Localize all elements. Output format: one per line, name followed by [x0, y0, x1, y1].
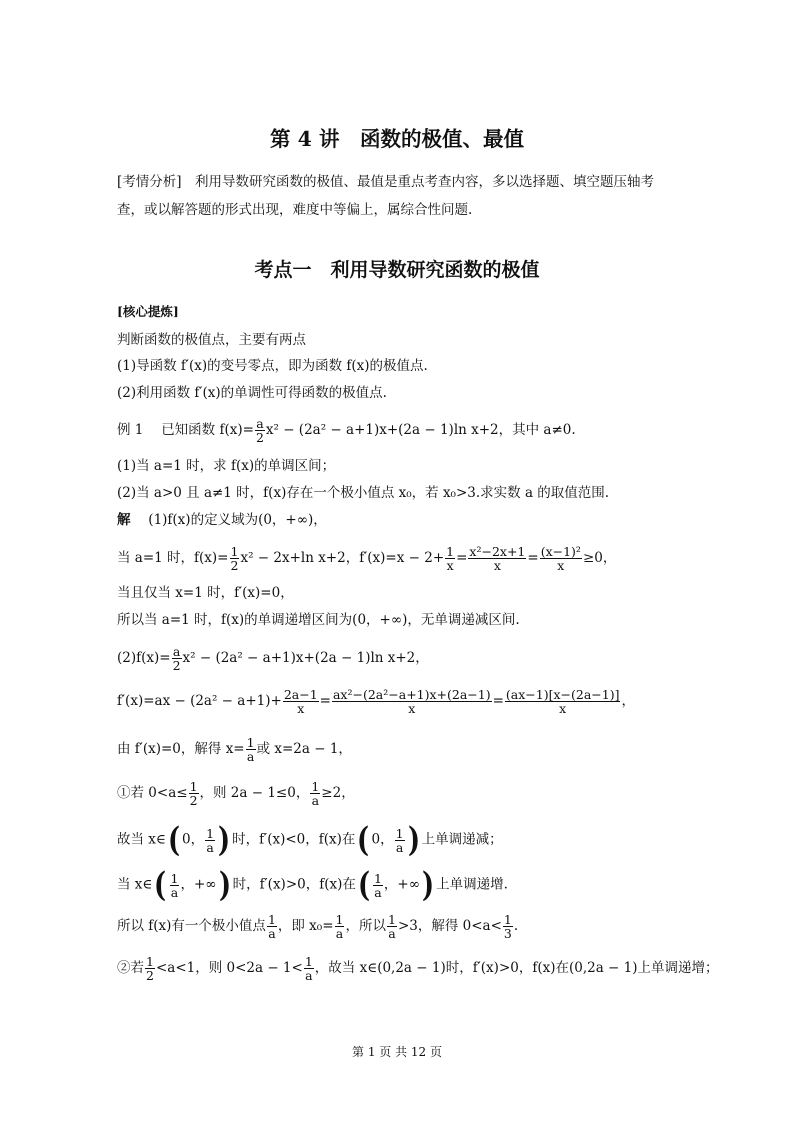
fraction: $\frac{a}{2}$ [172, 644, 181, 673]
solution-line-10: 当 x∈( $\frac{1}{a}$ ，+∞) 时，f′(x)>0，f(x)在( $\frac{1}{a}$ ，+∞) 上单调递增. [117, 865, 508, 905]
solution-line-9: 故当 x∈( 0， $\frac{1}{a}$ ) 时，f′(x)<0，f(x)在( 0， $\frac{1}{a}$ ) 上单调递减； [117, 820, 503, 860]
fraction: $\frac{1}{2}$ [230, 544, 239, 573]
core-label: [核心提炼] [117, 304, 179, 319]
page-title: 第 4 讲 函数的极值、最值 [269, 127, 525, 151]
fraction: $\frac{a}{2}$ [255, 416, 264, 445]
fraction: $\frac{1}{2}$ [146, 954, 154, 983]
solution-line-12: ②若 $\frac{1}{2}$ <a<1，则 0<2a − 1< $\frac{1}{a}$ ，故当 x∈(0,2a − 1)时，f′(x)>0，f(x)在(0,2a − 1)上单调递增； [117, 954, 719, 983]
core-line-1: 判断函数的极值点，主要有两点 [117, 332, 306, 348]
fraction: $\frac{1}{a}$ [170, 870, 179, 900]
question-1: (1)当 a=1 时，求 f(x)的单调区间； [117, 458, 336, 474]
section-title: 考点一 利用导数研究函数的极值 [254, 259, 540, 281]
fraction: $\frac{1}{a}$ [246, 735, 255, 764]
fraction: $\frac{1}{a}$ [267, 912, 276, 941]
example-text: 已知函数 f(x)= [161, 422, 254, 438]
solution-line-11: 所以 f(x)有一个极小值点 $\frac{1}{a}$ ，即 x₀= $\frac{1}{a}$ ，所以 $\frac{1}{a}$ >3，解得 0<a< $\frac{1}{3}$ . [117, 912, 519, 941]
core-line-3: (2)利用函数 f′(x)的单调性可得函数的极值点. [117, 385, 387, 401]
question-2: (2)当 a>0 且 a≠1 时，f(x)存在一个极小值点 x₀，若 x₀>3.求实数 a 的取值范围. [117, 485, 610, 501]
fraction: $\frac{1}{a}$ [335, 912, 344, 941]
fraction: $\frac{1}{a}$ [311, 779, 320, 808]
fraction: $\frac{\text{ax²−(2a²−a+1)x+(2a−1)}}{x}$ [332, 687, 491, 716]
solution-line-8: ①若 0<a≤ $\frac{1}{2}$ ，则 2a − 1≤0， $\frac{1}{a}$ ≥2， [117, 779, 355, 808]
fraction: $\frac{1}{a}$ [373, 870, 382, 900]
fraction: $\frac{1}{x}$ [446, 544, 455, 573]
solution-line-3: 当且仅当 x=1 时，f′(x)=0， [117, 585, 294, 601]
fraction: $\frac{1}{2}$ [189, 779, 198, 808]
fraction: $\frac{1}{a}$ [387, 912, 396, 941]
fraction: $\frac{\text{(x−1)²}}{x}$ [540, 544, 581, 573]
fraction: $\frac{2a-1}{x}$ [283, 687, 318, 716]
fraction: $\frac{1}{a}$ [395, 825, 404, 855]
solution-line-5: (2)f(x)= $\frac{a}{2}$ x² − (2a² − a+1)x+(2a − 1)ln x+2， [117, 644, 429, 673]
solution-line-4: 所以当 a=1 时，f(x)的单调递增区间为(0，+∞)，无单调递减区间. [117, 612, 520, 628]
page-footer: 第 1 页 共 12 页 [352, 1045, 442, 1059]
example-label: 例 1 [117, 422, 144, 438]
fraction: $\frac{1}{3}$ [503, 912, 512, 941]
core-line-2: (1)导函数 f′(x)的变号零点，即为函数 f(x)的极值点. [117, 358, 428, 374]
fraction: $\frac{1}{a}$ [304, 954, 313, 983]
fraction: $\frac{(ax-1)[x-(2a-1)]}{x}$ [505, 687, 620, 716]
solution-line-2: 当 a=1 时，f(x)= $\frac{1}{2}$ x² − 2x+ln x+2，f′(x)=x − 2+ $\frac{1}{x}$ = $\frac{\text{x²−2x+1}}{x}$ = $\frac{\text{(x−1)²}}{x}$ ≥0， [117, 544, 617, 573]
solution-line-7: 由 f′(x)=0，解得 x= $\frac{1}{a}$ 或 x=2a − 1， [117, 735, 352, 764]
analysis-line-2: 查，或以解答题的形式出现，难度中等偏上，属综合性问题. [117, 202, 473, 218]
fraction: $\frac{\text{x²−2x+1}}{x}$ [469, 544, 526, 573]
solution-line-6: f′(x)=ax − (2a² − a+1)+ $\frac{2a-1}{x}$ = $\frac{\text{ax²−(2a²−a+1)x+(2a−1)}}{x}$ = $\frac{(ax-1)[x-(2a-1)]}{x}$ ， [117, 687, 635, 716]
fraction: $\frac{1}{a}$ [206, 825, 215, 855]
solution-line-1 [117, 510, 327, 530]
example-1 [117, 417, 576, 444]
solution-label: 解 [117, 512, 131, 528]
analysis-line-1: [考情分析] 利用导数研究函数的极值、最值是重点考查内容，多以选择题、填空题压轴考 [117, 174, 655, 190]
solution-text: (1)f(x)的定义域为(0，+∞)， [148, 512, 327, 528]
example-rest: x² − (2a² − a+1)x+(2a − 1)ln x+2，其中 a≠0. [265, 422, 576, 438]
